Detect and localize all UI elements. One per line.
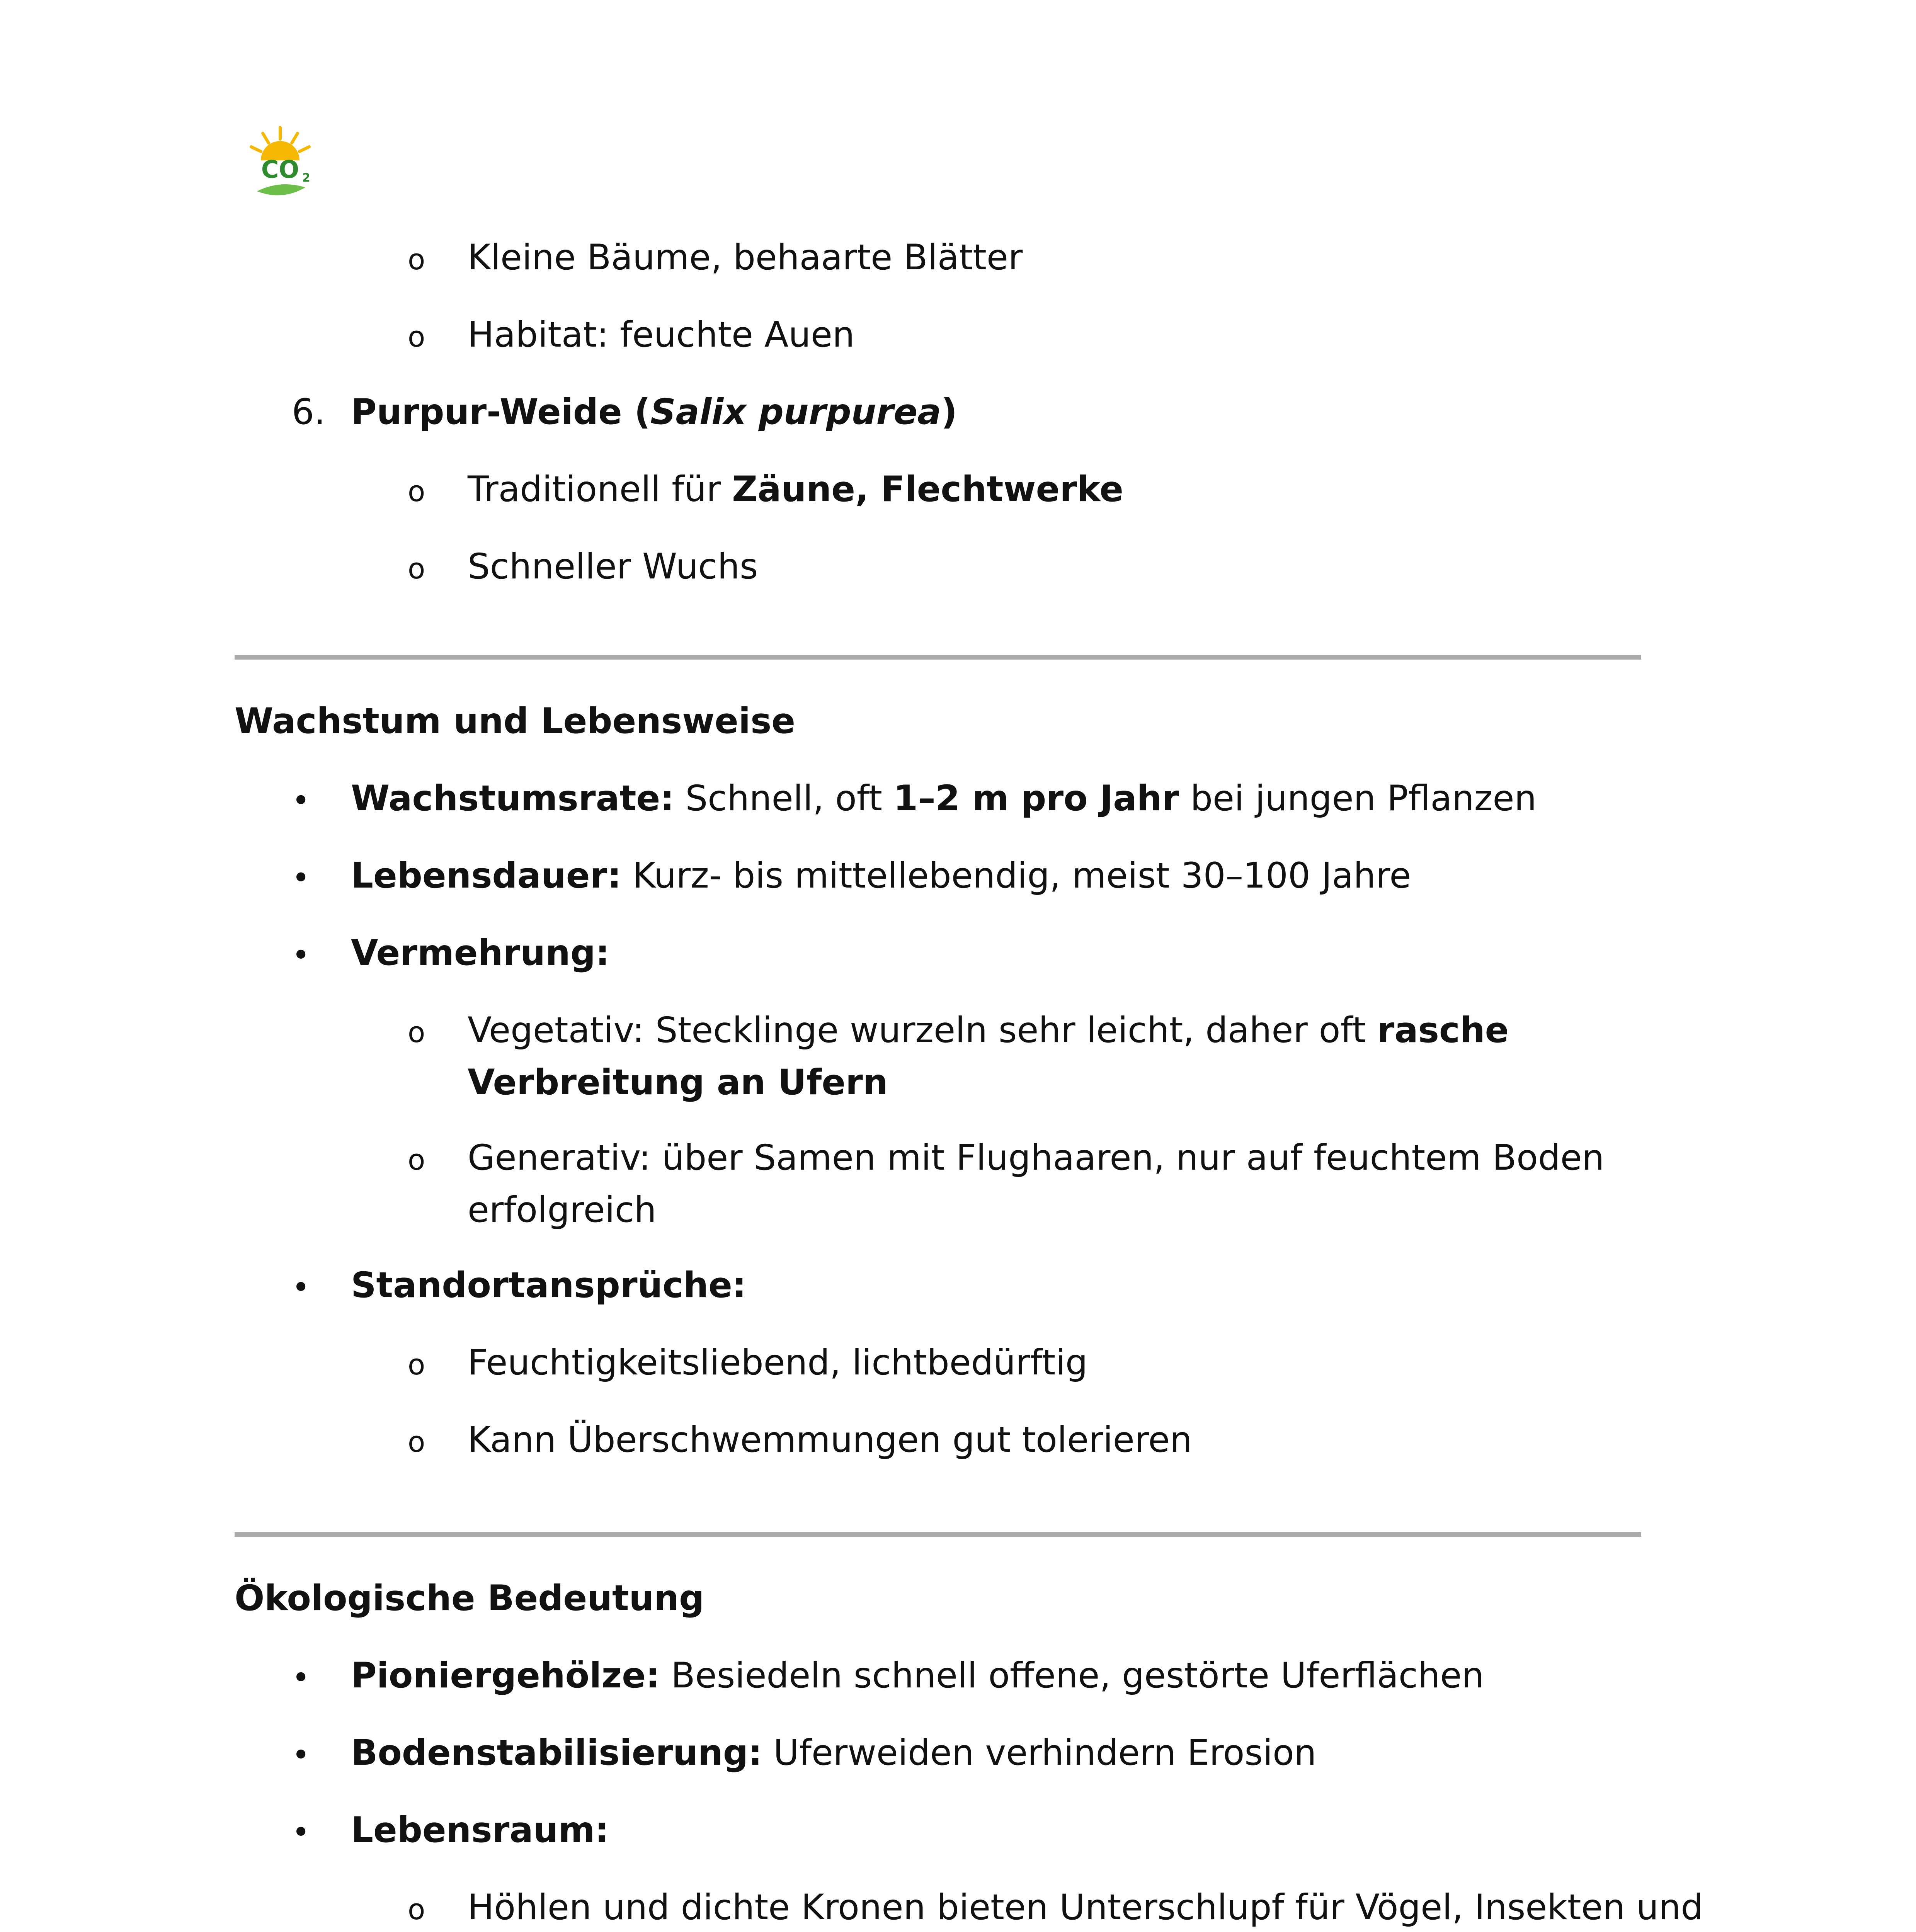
list-item: Vegetativ: Stecklinge wurzeln sehr leicht, daher oft rasche	[468, 1010, 1509, 1051]
section-divider	[235, 1532, 1641, 1537]
list-item: Lebensdauer: Kurz- bis mittellebendig, meist 30–100 Jahre	[351, 855, 1411, 896]
bullet-marker: •	[292, 1814, 310, 1850]
list-item: Traditionell für Zäune, Flechtwerke	[468, 469, 1123, 510]
bullet-marker: •	[292, 1737, 310, 1773]
list-item-continuation: Verbreitung an Ufern	[468, 1062, 888, 1103]
sub-bullet-marker: o	[408, 1143, 425, 1177]
sub-bullet-marker: o	[408, 1348, 425, 1381]
list-item: Generativ: über Samen mit Flughaaren, nur auf feuchtem Boden	[468, 1138, 1605, 1178]
sub-bullet-marker: o	[408, 1893, 425, 1926]
list-item: Feuchtigkeitsliebend, lichtbedürftig	[468, 1342, 1088, 1383]
sub-bullet-marker: o	[408, 1016, 425, 1049]
section-divider	[235, 655, 1641, 660]
list-item: Vermehrung:	[351, 933, 610, 973]
bullet-marker: •	[292, 860, 310, 896]
list-item: Standortansprüche:	[351, 1265, 747, 1306]
sub-bullet-marker: o	[408, 243, 425, 276]
svg-text:2: 2	[302, 171, 310, 185]
sub-bullet-marker: o	[408, 320, 425, 354]
svg-text:CO: CO	[261, 155, 299, 184]
list-item: Lebensraum:	[351, 1810, 609, 1850]
section-heading-wachstum: Wachstum und Lebensweise	[235, 701, 795, 742]
list-item: Höhlen und dichte Kronen bieten Unterschlupf für Vögel, Insekten und	[468, 1887, 1703, 1928]
list-item: Schneller Wuchs	[468, 546, 758, 587]
list-item: Habitat: feuchte Auen	[468, 315, 855, 355]
sub-bullet-marker: o	[408, 475, 425, 508]
list-item-purpur-weide: Purpur-Weide (Salix purpurea)	[351, 392, 958, 432]
list-item: Wachstumsrate: Schnell, oft 1–2 m pro Jahr bei jungen Pflanzen	[351, 778, 1537, 819]
bullet-marker: •	[292, 1269, 310, 1305]
bullet-marker: •	[292, 937, 310, 973]
list-number: 6.	[292, 392, 325, 432]
list-item-continuation: erfolgreich	[468, 1190, 657, 1230]
bullet-marker: •	[292, 1660, 310, 1696]
bullet-marker: •	[292, 782, 310, 818]
list-item: Kleine Bäume, behaarte Blätter	[468, 237, 1023, 278]
section-heading-oekologie: Ökologische Bedeutung	[235, 1578, 704, 1619]
list-item: Pioniergehölze: Besiedeln schnell offene, gestörte Uferflächen	[351, 1655, 1484, 1696]
sub-bullet-marker: o	[408, 1425, 425, 1459]
sub-bullet-marker: o	[408, 552, 425, 585]
co2-logo-icon	[247, 124, 313, 201]
list-item: Kann Überschwemmungen gut tolerieren	[468, 1420, 1192, 1460]
list-item: Bodenstabilisierung: Uferweiden verhindern Erosion	[351, 1733, 1317, 1773]
